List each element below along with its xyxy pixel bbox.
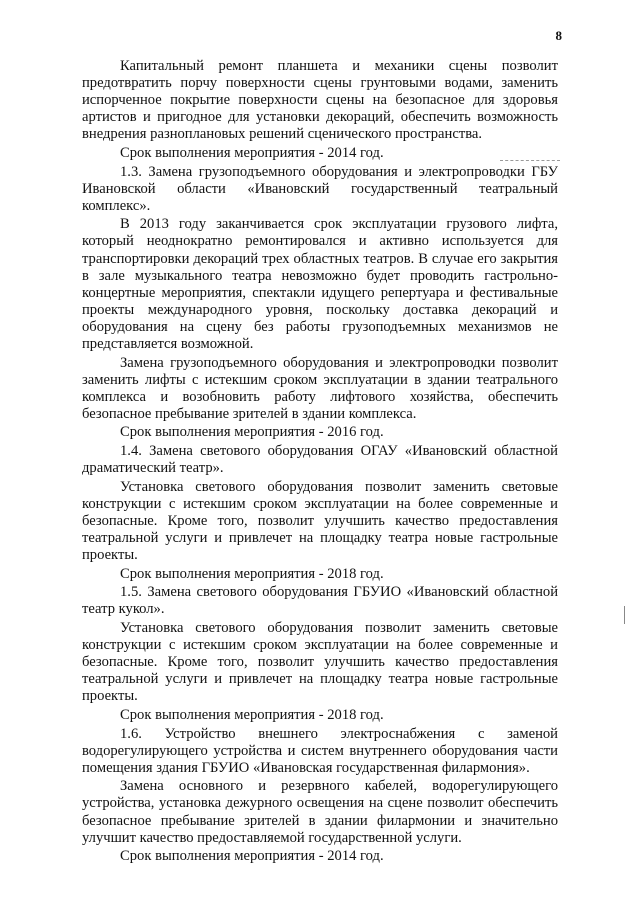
deadline-2018-puppet: Срок выполнения мероприятия - 2018 год. [120,706,384,723]
paragraph-lighting-drama: Установка светового оборудования позволит заменить световые конструкции с истекшим сроком эксплуатации на более современные и безопасные. Кроме того, позволит улучшить качество предоставления театральной услуги и привлечет на площадку театра новые гастрольные проекты. [82,478,558,564]
paragraph-freight-lift: В 2013 году заканчивается срок эксплуатации грузового лифта, который неоднократно ремонтировался и активно используется для транспортировки декораций трех областных театров. В случае его закрытия в зале музыкального театра невозможно будет проводить гастрольно-концертные мероприятия, спектакли идущего репертуара и фестивальные проекты международного уровня, поскольку доставка декораций и оборудования на сцену без работы грузоподъемных механизмов не представляется возможной. [82,216,558,352]
section-1-4-heading: 1.4. Замена светового оборудования ОГАУ «Ивановский областной драматический театр». [82,443,558,477]
section-1-3-heading: 1.3. Замена грузоподъемного оборудования и электропроводки ГБУ Ивановской области «Ивановский государственный театральный комплекс». [82,163,558,214]
section-1-5-heading: 1.5. Замена светового оборудования ГБУИО «Ивановский областной театр кукол». [82,584,558,618]
paragraph-lift-replacement: Замена грузоподъемного оборудования и электропроводки позволит заменить лифты с истекшим сроком эксплуатации в здании театрального комплекса и возобновить работу лифтового хозяйства, обеспечить безопасное пребывание зрителей в здании комплекса. [82,354,558,422]
deadline-2018-drama: Срок выполнения мероприятия - 2018 год. [120,565,384,582]
scan-edge-mark [624,606,625,624]
paragraph-lighting-puppet: Установка светового оборудования позволит заменить световые конструкции с истекшим сроком эксплуатации на более современные и безопасные. Кроме того, позволит улучшить качество предоставления театральной услуги и привлечет на площадку театра новые гастрольные проекты. [82,620,558,705]
document-body [82,58,558,867]
section-1-6-heading: 1.6. Устройство внешнего электроснабжения с заменой водорегулирующего устройства и систем внутреннего оборудования части помещения здания ГБУИО «Ивановская государственная филармония». [82,725,558,776]
page-number: 8 [555,28,562,43]
deadline-2016-lift: Срок выполнения мероприятия - 2016 год. [120,424,384,441]
paragraph-power-supply: Замена основного и резервного кабелей, водорегулирующего устройства, установка дежурного освещения на сцене позволит обеспечить безопасное пребывание зрителей в здании филармонии и значительно улучшит качество предоставляемой государственной услуги. [82,778,558,846]
pen-stroke-mark [500,160,560,161]
paragraph-stage-repair: Капитальный ремонт планшета и механики сцены позволит предотвратить порчу поверхности сцены грунтовыми водами, заменить испорченное покрытие поверхности сцены на безопасное для здоровья артистов и пригодное для установки декораций, обеспечить возможность внедрения разноплановых решений сценического пространства. [82,58,558,143]
deadline-2014-philharmonic: Срок выполнения мероприятия - 2014 год. [120,848,384,865]
deadline-2014-stage: Срок выполнения мероприятия - 2014 год. [120,144,384,161]
